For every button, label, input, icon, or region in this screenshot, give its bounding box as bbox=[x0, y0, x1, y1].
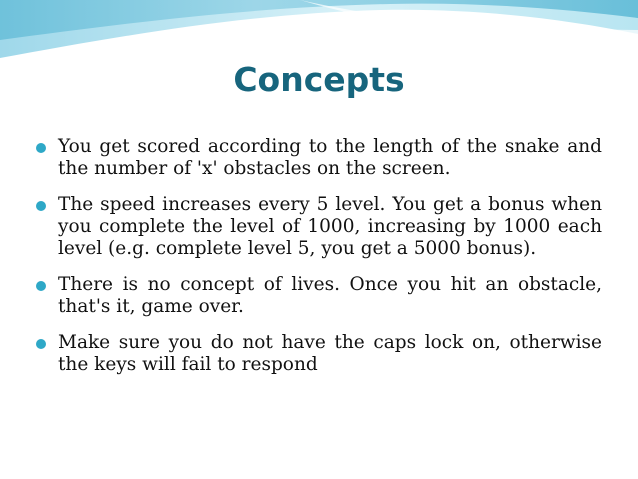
bullet-item bbox=[36, 136, 602, 180]
bullet-dot-icon bbox=[36, 201, 46, 211]
bullet-dot-icon bbox=[36, 281, 46, 291]
bullet-text: There is no concept of lives. Once you hit an obstacle, that's it, game over. bbox=[58, 274, 602, 317]
bullet-item bbox=[36, 274, 602, 318]
bullet-item bbox=[36, 332, 602, 376]
bullet-text: You get scored according to the length of the snake and the number of 'x' obstacles on the screen. bbox=[58, 136, 602, 179]
bullet-list bbox=[36, 136, 602, 390]
bullet-text: The speed increases every 5 level. You get a bonus when you complete the level of 1000, increasing by 1000 each level (e.g. complete level 5, you get a 5000 bonus). bbox=[58, 194, 602, 259]
bullet-dot-icon bbox=[36, 143, 46, 153]
bullet-dot-icon bbox=[36, 339, 46, 349]
slide-title: Concepts bbox=[233, 60, 405, 99]
bullet-item bbox=[36, 194, 602, 260]
bullet-text: Make sure you do not have the caps lock on, otherwise the keys will fail to respond bbox=[58, 332, 602, 375]
